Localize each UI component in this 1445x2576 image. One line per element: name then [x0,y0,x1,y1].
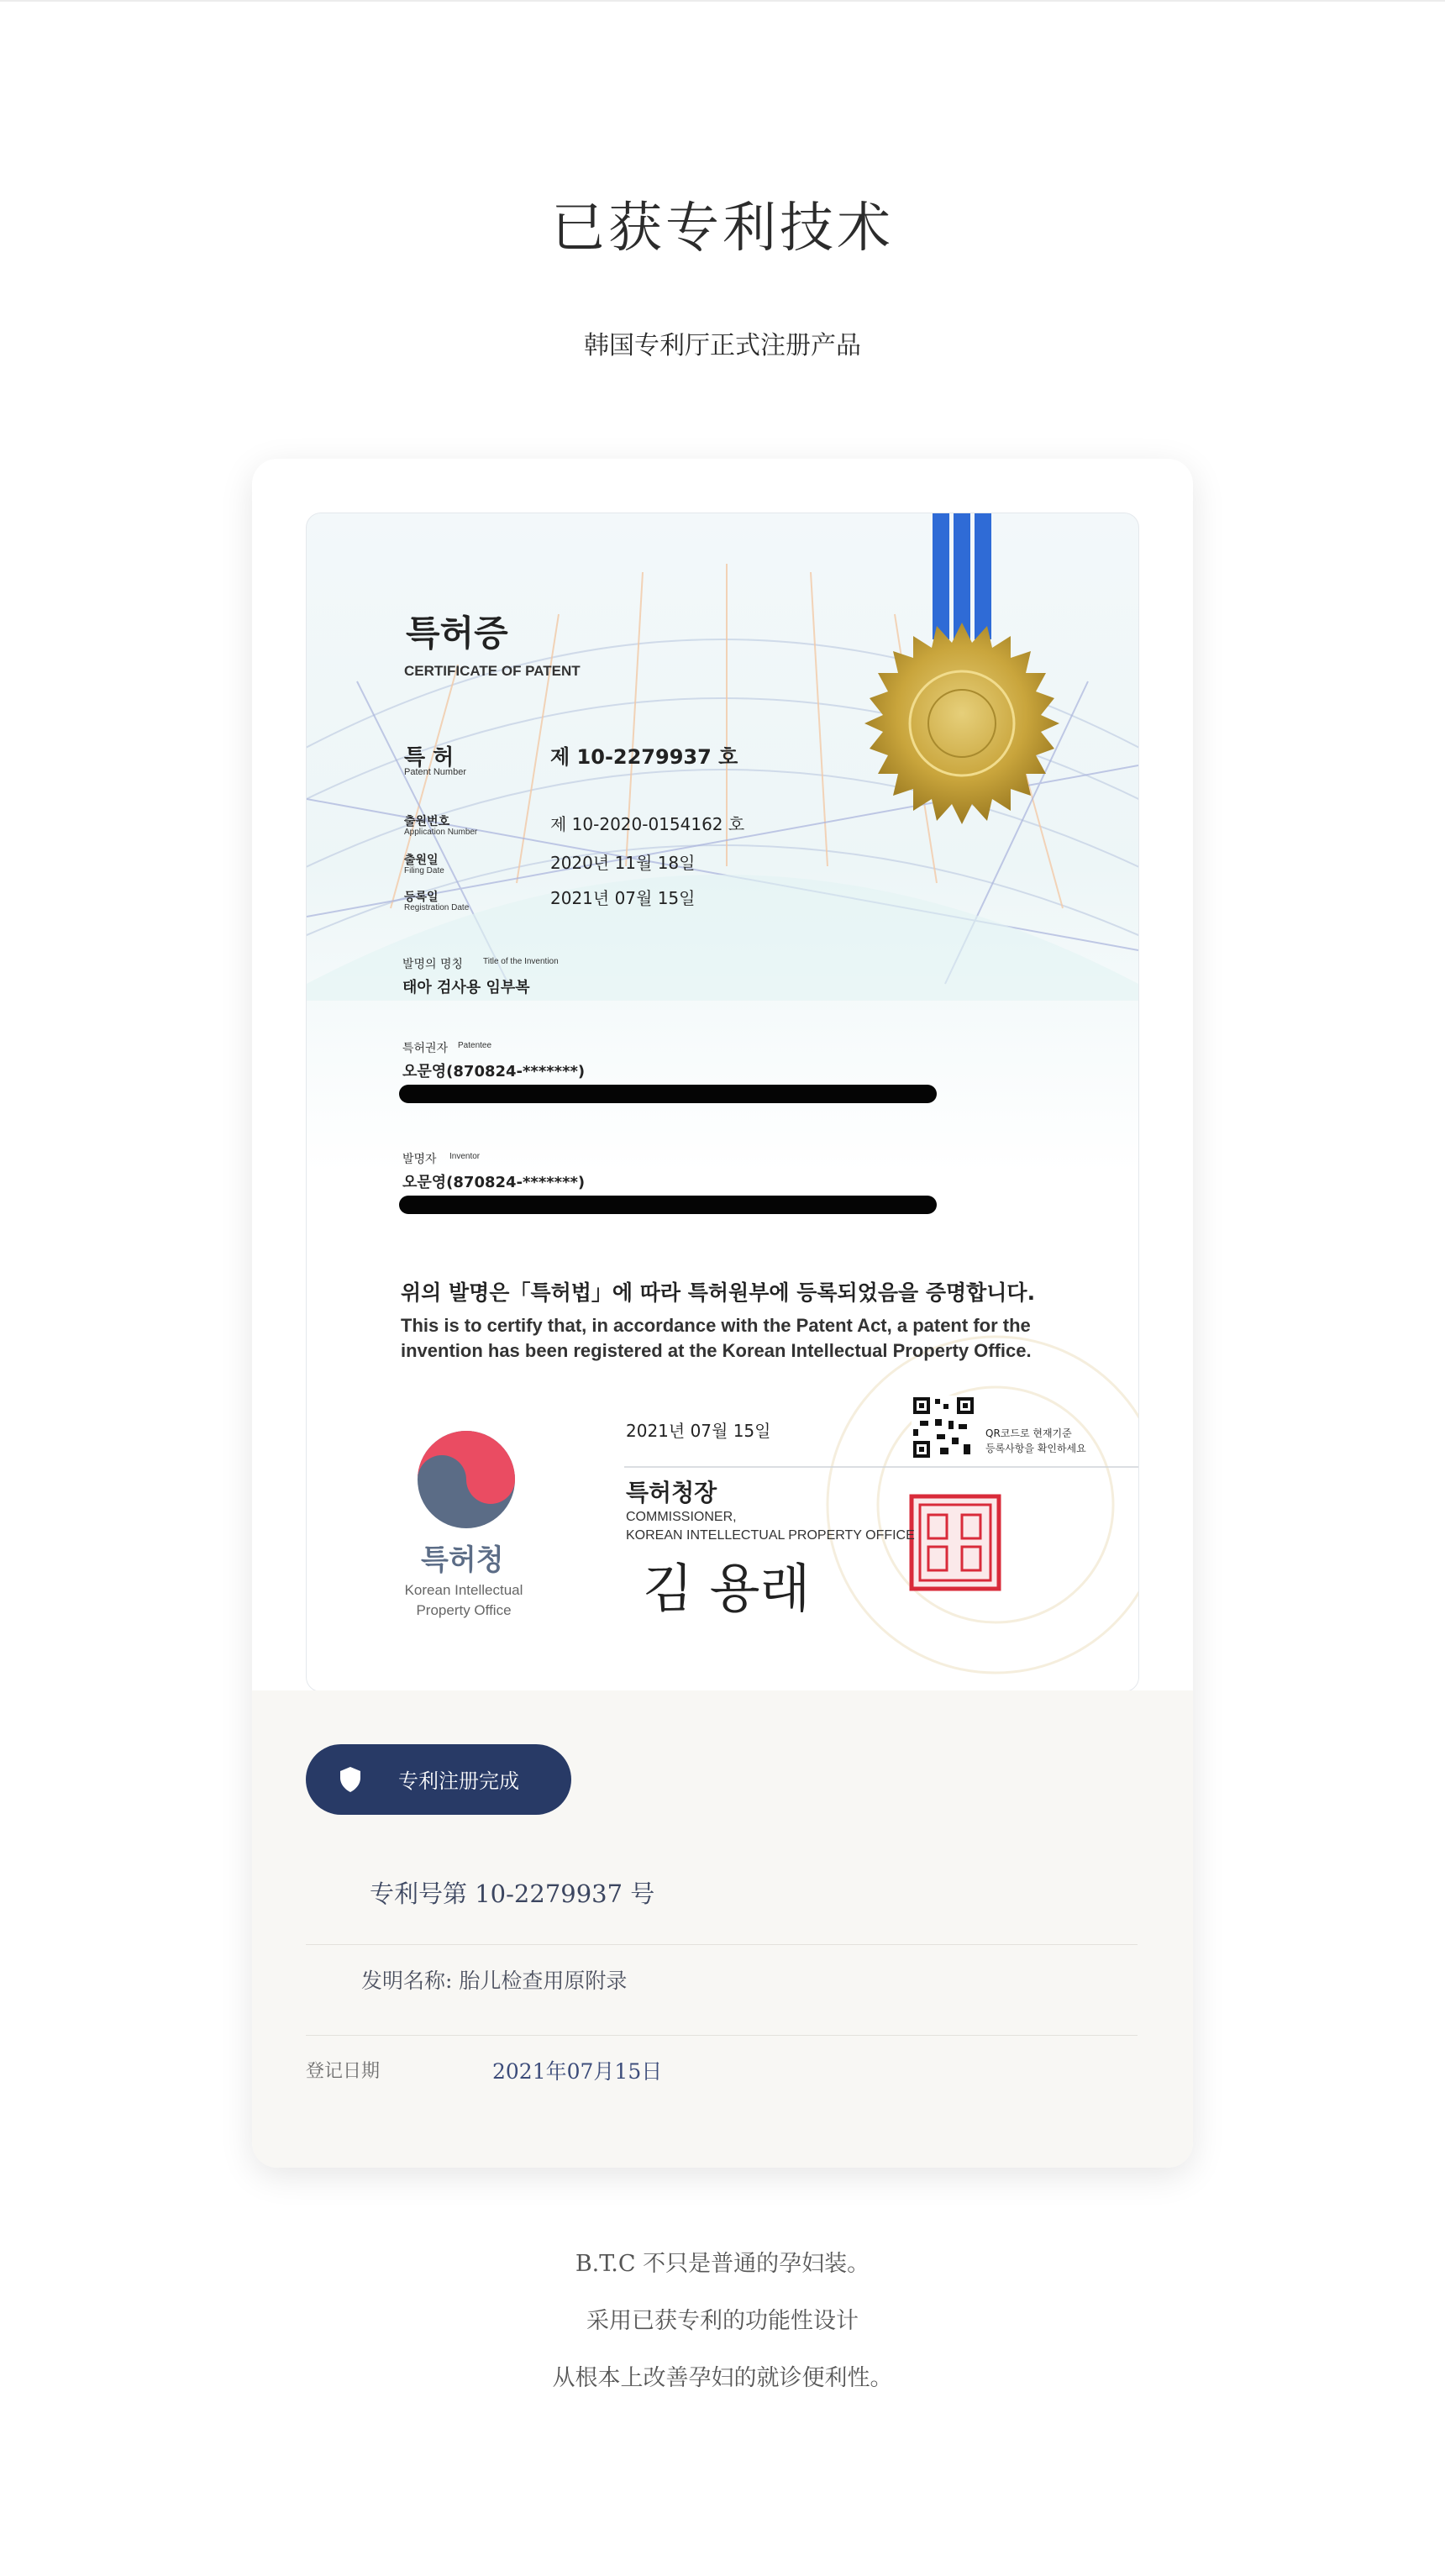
patent-label-en: Patent Number [404,767,466,777]
filing-date: 2020년 11월 18일 [550,853,696,873]
shield-icon [339,1766,361,1793]
commissioner-title: 특허청장 [626,1479,717,1506]
page-title: 已获专利技术 [551,197,894,260]
footer-line-3: 从根本上改善孕妇的就诊便利性。 [552,2365,893,2391]
patentee: 오문영(870824-*******) [402,1063,586,1080]
divider [306,2035,1138,2036]
patent-card [252,459,1193,2168]
title-label: 발명의 명칭 [402,958,464,971]
status-panel [252,1690,1193,2168]
top-rule [0,0,1445,2]
certificate-image [306,513,1139,1692]
kipo-logo-icon [418,1431,515,1528]
application-number: 제 10-2020-0154162 호 [550,814,745,834]
title-label-en: Title of the Invention [483,957,559,966]
registration-date: 2021년 07월 15일 [550,888,696,908]
divider [306,1944,1138,1945]
office-name-en-1: Korean Intellectual [404,1582,523,1598]
registration-label: 등록일 [404,891,439,904]
certify-statement-en-2: invention has been registered at the Korean Intellectual Property Office. [401,1340,1032,1361]
redaction-bar [399,1196,937,1214]
signature: 김 용래 [643,1558,811,1619]
application-label-en: Application Number [404,828,478,837]
inventor-label-en: Inventor [449,1152,481,1161]
inventor: 오문영(870824-*******) [402,1174,586,1191]
patentee-label-en: Patentee [458,1041,492,1050]
patentee-label: 특허권자 [402,1042,449,1055]
office-name: 특허청 [421,1543,504,1577]
commissioner-en-2: KOREAN INTELLECTUAL PROPERTY OFFICE [626,1528,915,1543]
patent-number-line: 专利号第 10-2279937 号 [370,1879,655,1908]
footer-line-1: B.T.C 不只是普通的孕妇装。 [575,2251,870,2277]
registration-label-en: Registration Date [404,903,470,912]
badge-label: 专利注册完成 [398,1769,519,1793]
invention-name-line: 发明名称: 胎儿检查用原附录 [361,1969,628,1993]
certify-statement-en-1: This is to certify that, in accordance with the Patent Act, a patent for the [401,1315,1031,1336]
redaction-bar [399,1085,937,1103]
gold-seal-icon [864,623,1059,824]
footer-line-2: 采用已获专利的功能性设计 [586,2308,859,2334]
application-label: 출원번호 [404,815,450,828]
commissioner-en-1: COMMISSIONER, [626,1510,737,1524]
qr-code-icon [912,1396,975,1459]
page-subtitle: 韩国专利厅正式注册产品 [584,331,861,360]
inventor-label: 발명자 [402,1153,437,1166]
date-value: 2021年07月15日 [492,2059,663,2084]
registration-badge [306,1744,571,1815]
qr-note-2: 등록사항을 확인하세요 [985,1443,1086,1454]
qr-note-1: QR코드로 현재기준 [985,1427,1072,1439]
patent-label: 특 허 [404,745,455,770]
cert-heading: 특허증 [406,612,508,654]
issue-date: 2021년 07월 15일 [626,1421,771,1441]
red-stamp-icon [912,1496,999,1589]
date-label: 登记日期 [306,2061,381,2082]
filing-label-en: Filing Date [404,866,444,875]
patent-number: 제 10-2279937 호 [550,745,738,769]
office-name-en-2: Property Office [416,1602,512,1618]
cert-heading-en: CERTIFICATE OF PATENT [404,663,581,679]
certify-statement-ko: 위의 발명은「특허법」에 따라 특허원부에 등록되었음을 증명합니다. [401,1280,1036,1305]
invention-title: 태아 검사용 임부복 [402,979,530,996]
filing-label: 출원일 [404,854,439,867]
